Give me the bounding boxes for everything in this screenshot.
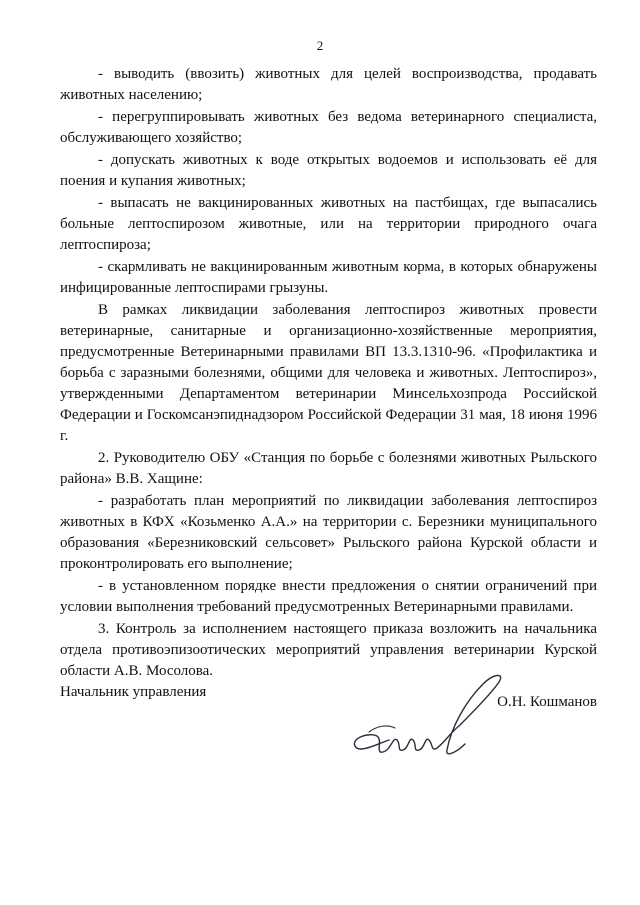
paragraph-ban-regroup: - перегруппировывать животных без ведома ветеринарного специалиста, обслуживающего хозяйство; <box>60 109 597 146</box>
paragraph-ban-grazing: - выпасать не вакцинированных животных на пастбищах, где выпасались больные лептоспирозом животные, или на территории природного очага лептоспироза; <box>60 195 597 253</box>
paragraph-ban-watering: - допускать животных к воде открытых водоемов и использовать её для поения и купания животных; <box>60 152 597 189</box>
paragraph-ban-feeding: - скармливать не вакцинированным животным корма, в которых обнаружены инфицированные лептоспирами грызуны. <box>60 259 597 296</box>
page-number: 2 <box>316 38 324 53</box>
signatory-title: Начальник управления <box>60 684 207 700</box>
paragraph-item-3: 3. Контроль за исполнением настоящего приказа возложить на начальника отдела противоэпизоотических мероприятий управления ветеринарии Курской области А.В. Мосолова. <box>60 621 597 679</box>
document-body <box>60 64 597 683</box>
signatory-name: О.Н. Кошманов <box>497 694 597 710</box>
paragraph-item-2: 2. Руководителю ОБУ «Станция по борьбе с болезнями животных Рыльского района» В.В. Хащине: <box>60 450 597 487</box>
signature-block <box>60 678 597 788</box>
paragraph-measures: В рамках ликвидации заболевания лептоспироз животных провести ветеринарные, санитарные и организационно-хозяйственные мероприятия, предусмотренные Ветеринарными правилами ВП 13.3.1310-96. «Профилактика и борьба с заразными болезнями, общими для человека и животных. Лептоспироз», утвержденными Департаментом ветеринарии Минсельхозпрода Российской Федерации и Госкомсанэпиднадзором Российской Федерации 31 мая, 18 июня 1996 г. <box>60 302 597 444</box>
paragraph-ban-export: - выводить (ввозить) животных для целей воспроизводства, продавать животных населению; <box>60 66 597 103</box>
paragraph-lift-restrictions: - в установленном порядке внести предложения о снятии ограничений при условии выполнения требований предусмотренных Ветеринарными правилами. <box>60 578 597 615</box>
handwritten-signature <box>347 670 512 762</box>
paragraph-develop-plan: - разработать план мероприятий по ликвидации заболевания лептоспироз животных в КФХ «Козьменко А.А.» на территории с. Березники муниципального образования «Березниковский сельсовет» Рыльского района Курской области и проконтролировать его выполнение; <box>60 493 597 572</box>
